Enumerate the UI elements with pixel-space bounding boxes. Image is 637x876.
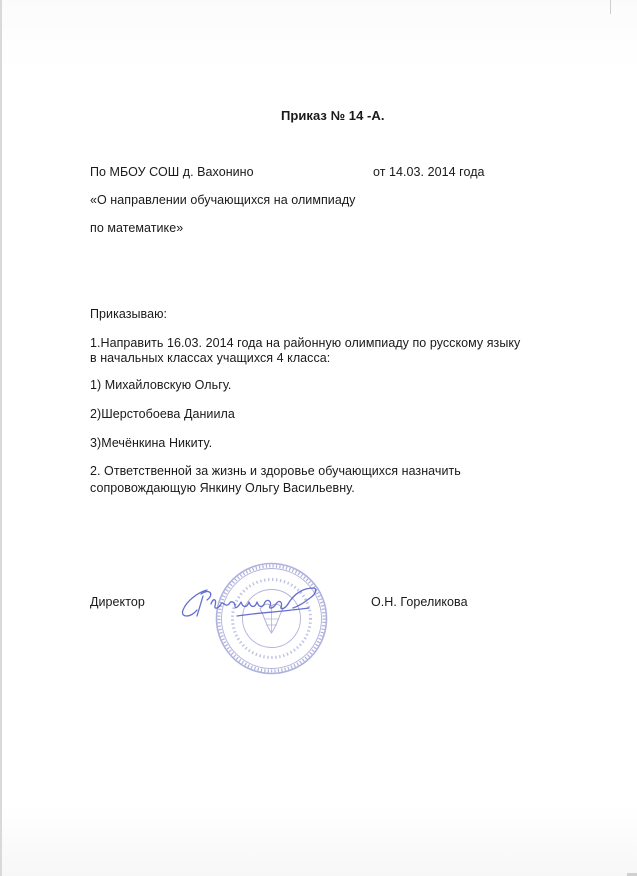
organization-line: По МБОУ СОШ д. Вахонино	[90, 165, 254, 179]
student-item-1: 1) Михайловскую Ольгу.	[90, 378, 232, 392]
item-1-line-2: в начальных классах учащихся 4 класса:	[90, 351, 331, 365]
page-fold-mark	[610, 0, 611, 14]
signature-name: О.Н. Гореликова	[371, 595, 468, 609]
item-2-line-1: 2. Ответственной за жизнь и здоровье обучающихся назначить	[90, 464, 461, 478]
handwritten-signature	[177, 582, 327, 624]
student-item-3: 3)Мечёнкина Никиту.	[90, 436, 213, 450]
order-directive: Приказываю:	[90, 307, 168, 321]
order-subject-line-2: по математике»	[90, 221, 184, 235]
item-1-line-1: 1.Направить 16.03. 2014 года на районную олимпиаду по русскому языку	[90, 336, 521, 350]
page-edge-shadow	[0, 0, 2, 876]
student-item-2: 2)Шерстобоева Даниила	[90, 407, 235, 421]
item-2-line-2: сопровождающую Янкину Ольгу Васильевну.	[90, 481, 355, 495]
order-title: Приказ № 14 -А.	[281, 108, 385, 123]
order-date: от 14.03. 2014 года	[373, 165, 485, 179]
signature-role: Директор	[90, 595, 145, 609]
order-subject-line-1: «О направлении обучающихся на олимпиаду	[90, 193, 356, 207]
